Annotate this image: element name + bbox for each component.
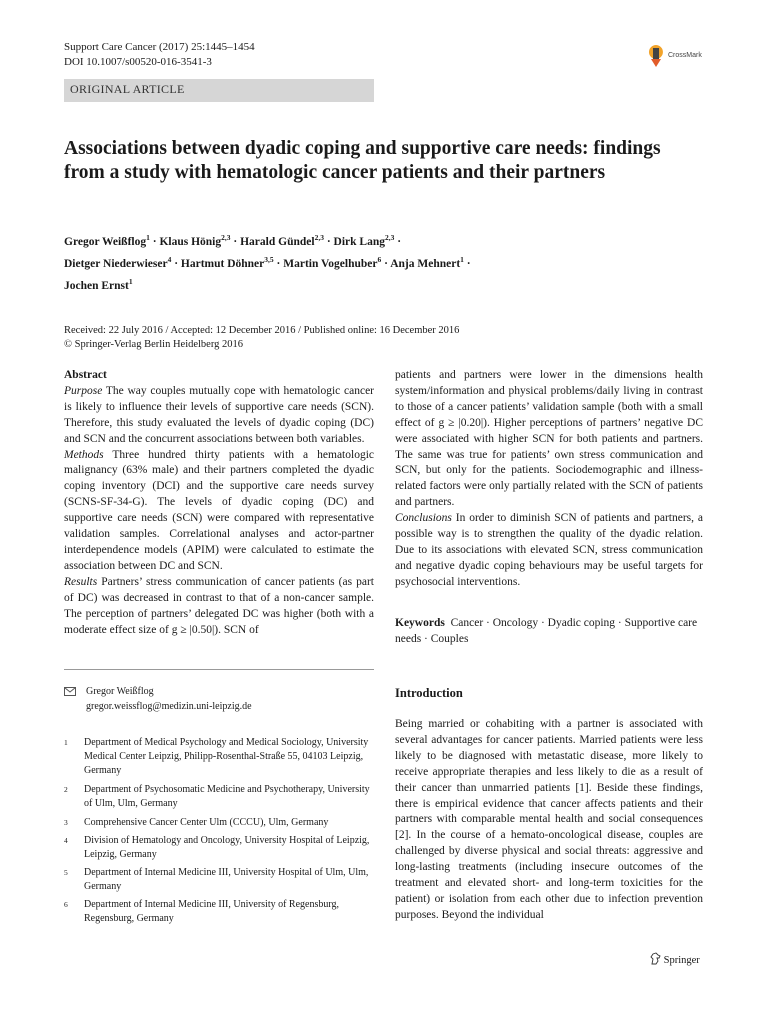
affiliation-6 xyxy=(64,898,374,926)
author-affiliation-marker: 1 xyxy=(460,254,464,264)
article-title: Associations between dyadic coping and supportive care needs: findings from a study with hematologic cancer patients and their partners xyxy=(64,138,661,183)
author-name: Harald Gündel xyxy=(240,235,315,248)
affiliation-number: 4 xyxy=(64,836,68,845)
results-label: Results xyxy=(64,575,98,588)
purpose-text: The way couples mutually cope with hematologic cancer is likely to influence their levels of supportive care needs (SCN). Therefore, this study evaluated the levels of dyadic coping (DC) and SCN and the concurrent associations between both variables. xyxy=(64,384,375,445)
author-name: Dietger Niederwieser xyxy=(64,257,168,270)
footnote-divider xyxy=(64,669,374,670)
keywords xyxy=(395,615,703,647)
results-text-left: Partners’ stress communication of cancer patients (as part of DC) was decreased in contrast to that of a non-cancer sample. The perception of partners’ delegated DC was higher (both with a moderate effect size of g ≥ |0.50|). SCN of xyxy=(64,575,374,636)
abstract-purpose xyxy=(64,384,374,448)
author-name: Jochen Ernst xyxy=(64,279,129,292)
abstract-methods xyxy=(64,448,374,575)
correspondence-name: Gregor Weißflog xyxy=(86,686,154,697)
journal-citation: Support Care Cancer (2017) 25:1445–1454 xyxy=(64,41,255,53)
affiliation-2 xyxy=(64,783,374,811)
affiliation-text: Department of Internal Medicine III, University Hospital of Ulm, Ulm, Germany xyxy=(84,867,369,892)
abstract-left-column xyxy=(64,368,374,638)
author-affiliation-marker: 6 xyxy=(377,254,382,264)
affiliation-text: Division of Hematology and Oncology, University Hospital of Leipzig, Leipzig, Germany xyxy=(84,835,370,860)
publisher-name: Springer xyxy=(663,955,700,966)
author-affiliation-marker: 1 xyxy=(146,233,150,242)
methods-label: Methods xyxy=(64,448,104,461)
introduction-text: Being married or cohabiting with a partner is associated with several advantages for cancer patients. Married patients were less likely to be diagnosed with metastatic disease, more likely to receive appropriate therapies and less likely to die as a result of their cancer than unmarried patients [1]. Beside these findings, there is empirical evidence that cancer affects patients and their partners with comparable mental health and social consequences [2]. In the course of a hemato-oncological disease, couples are challenged by diverse physical and social threats: aggressive and long-lasting treatments (including insecure outcomes of the treatment and elevated short- and long-term toxicities for the patient) or isolation from each other due to infection prevention purposes. Beyond the individual xyxy=(395,718,703,921)
purpose-label: Purpose xyxy=(64,384,103,397)
author-affiliation-marker: 2,3 xyxy=(314,233,324,242)
springer-horse-icon xyxy=(650,952,661,965)
copyright-line: © Springer-Verlag Berlin Heidelberg 2016 xyxy=(64,339,244,350)
affiliation-text: Comprehensive Cancer Center Ulm (CCCU), Ulm, Germany xyxy=(84,817,329,828)
envelope-icon xyxy=(64,687,76,696)
author-affiliation-marker: 4 xyxy=(167,254,172,264)
dates-line: Received: 22 July 2016 / Accepted: 12 December 2016 / Published online: 16 December 2016 xyxy=(64,325,460,336)
methods-text: Three hundred thirty patients with a hematologic malignancy (63% male) and their partners completed the dyadic coping inventory (DCI) and the supportive care needs survey (SCNS-SF-34-G). The levels of dyadic coping (DC) and supportive care needs (SCN) were compared with representative validation samples. Correlational analyses and actor-partner interdependence models (APIM) were calculated to estimate the association between DC and SCN. xyxy=(64,448,374,572)
article-type-label: ORIGINAL ARTICLE xyxy=(70,82,185,96)
abstract-right-column xyxy=(395,368,703,591)
author-name: Anja Mehnert xyxy=(390,257,461,270)
introduction-heading: Introduction xyxy=(395,686,463,700)
conclusions-label: Conclusions xyxy=(395,512,452,525)
author-name: Gregor Weißflog xyxy=(64,235,147,248)
springer-logo xyxy=(650,952,700,966)
affiliation-number: 5 xyxy=(64,868,68,877)
author-name: Martin Vogelhuber xyxy=(283,257,378,270)
affiliation-4 xyxy=(64,834,374,862)
correspondence-email[interactable]: gregor.weissflog@medizin.uni-leipzig.de xyxy=(86,701,252,712)
abstract-heading: Abstract xyxy=(64,369,107,381)
author-name: Klaus Hönig xyxy=(159,235,222,248)
crossmark-icon[interactable] xyxy=(648,44,664,68)
abstract-results xyxy=(64,575,374,639)
article-type-banner xyxy=(64,79,374,102)
author-name: Dirk Lang xyxy=(333,235,385,248)
author-affiliation-marker: 1 xyxy=(128,276,133,286)
journal-doi[interactable]: DOI 10.1007/s00520-016-3541-3 xyxy=(64,56,212,68)
keywords-text: Cancer · Oncology · Dyadic coping · Supportive care needs · Couples xyxy=(395,617,698,645)
crossmark-label[interactable]: CrossMark xyxy=(668,52,702,59)
author-affiliation-marker: 3,5 xyxy=(264,254,274,264)
author-list: Gregor Weißflog$^1$ · Klaus Hönig$^{2,3}$ · Harald Gündel$^{2,3}$ · Dirk Lang$^{2,3}$ · Dietger Niederwieser$^4$ · Hartmut Döhner$^{3,5}$ · Martin Vogelhuber$^6$ · Anja Mehnert$^1$ · Jochen Ernst$^1$ xyxy=(64,233,471,292)
affiliation-text: Department of Internal Medicine III, University of Regensburg, Regensburg, Germany xyxy=(84,899,340,924)
affiliation-number: 2 xyxy=(64,785,68,794)
affiliation-number: 3 xyxy=(64,818,68,827)
affiliation-text: Department of Psychosomatic Medicine and Psychotherapy, University of Ulm, Ulm, Germany xyxy=(84,784,370,809)
affiliation-text: Department of Medical Psychology and Medical Sociology, University Medical Center Leipzig, Philipp-Rosenthal-Straße 55, 04103 Leipzig, Germany xyxy=(84,737,369,776)
conclusions-text: In order to diminish SCN of patients and partners, a possible way is to strengthen the quality of the dyadic relation. Due to its associations with elevated SCN, stress communication and negative dyadic coping behaviours may be useful targets for psychosocial interventions. xyxy=(395,512,703,588)
affiliation-number: 1 xyxy=(64,738,68,747)
publication-dates xyxy=(64,324,704,352)
author-affiliation-marker: 2,3 xyxy=(384,233,395,242)
affiliation-1 xyxy=(64,736,374,778)
results-text-right: patients and partners were lower in the dimensions health system/information and physical problems/daily living in contrast to those of a cancer patients’ validation sample (both with a small effect of g ≥ |0.20|). Higher perceptions of partners’ negative DC were associated with higher SCN for both patients and partners. The same was true for patients’ own stress communication and SCN, but only for the patients. Sociodemographic and illness-related factors were only partially related with the SCN of patients and partners. xyxy=(395,369,703,509)
author-name: Hartmut Döhner xyxy=(180,257,265,270)
author-affiliation-marker: 2,3 xyxy=(221,233,231,242)
affiliation-number: 6 xyxy=(64,900,68,909)
affiliation-3 xyxy=(64,816,374,830)
keywords-label: Keywords xyxy=(395,617,445,629)
abstract-conclusions xyxy=(395,511,703,591)
affiliation-5 xyxy=(64,866,374,894)
correspondence xyxy=(64,684,374,714)
